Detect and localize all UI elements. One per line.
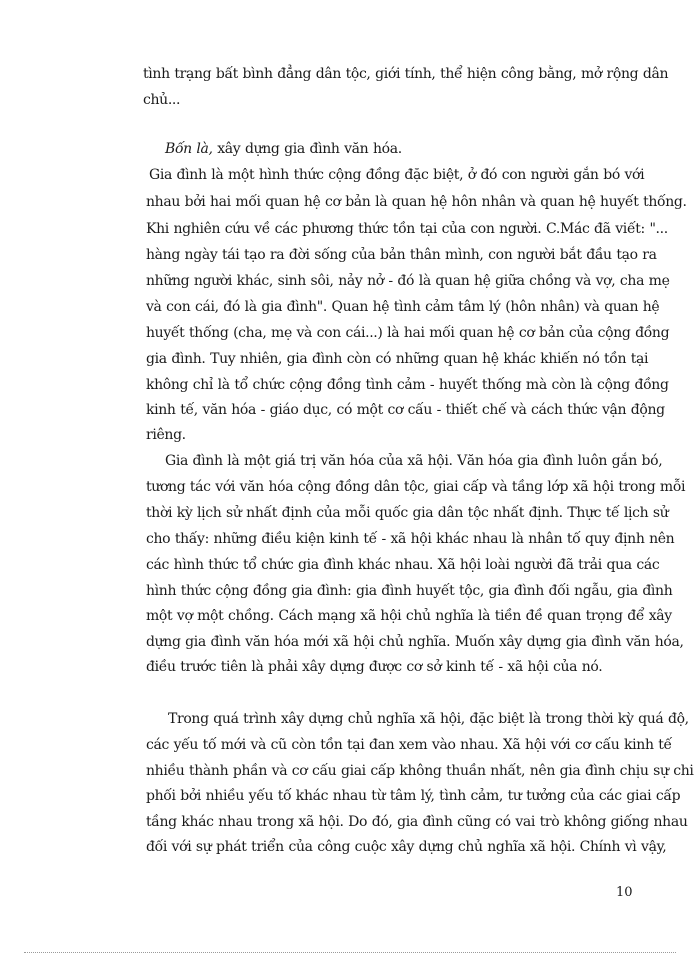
text-line: kinh tế, văn hóa - giáo dục, có một cơ cấu - thiết chế và cách thức vận động <box>146 402 665 418</box>
text-line: tương tác với văn hóa cộng đồng dân tộc, giai cấp và tầng lớp xã hội trong mỗi <box>146 479 686 495</box>
text-line: các yếu tố mới và cũ còn tồn tại đan xem vào nhau. Xã hội với cơ cấu kinh tế <box>146 737 672 753</box>
text-line: những người khác, sinh sôi, nảy nở - đó là quan hệ giữa chồng và vợ, cha mẹ <box>146 273 670 289</box>
text-line: không chỉ là tổ chức cộng đồng tình cảm - huyết thống mà còn là cộng đồng <box>146 377 669 393</box>
text-line: tầng khác nhau trong xã hội. Do đó, gia đình cũng có vai trò không giống nhau <box>146 814 688 830</box>
text-line: riêng. <box>146 427 186 443</box>
heading-ordinal: Bốn là, <box>165 141 213 157</box>
text-line: đối với sự phát triển của công cuộc xây dựng chủ nghĩa xã hội. Chính vì vậy, <box>146 839 667 855</box>
text-line: Gia đình là một hình thức cộng đồng đặc biệt, ở đó con người gắn bó với <box>149 167 645 183</box>
text-line: Gia đình là một giá trị văn hóa của xã hội. Văn hóa gia đình luôn gắn bó, <box>165 453 663 469</box>
text-line: một vợ một chồng. Cách mạng xã hội chủ nghĩa là tiền đề quan trọng để xây <box>146 608 672 624</box>
text-line: phối bởi nhiều yếu tố khác nhau từ tâm lý, tình cảm, tư tưởng của các giai cấp <box>146 788 681 804</box>
text-line: nhau bởi hai mối quan hệ cơ bản là quan hệ hôn nhân và quan hệ huyết thống. <box>146 194 687 210</box>
text-line: và con cái, đó là gia đình". Quan hệ tình cảm tâm lý (hôn nhân) và quan hệ <box>146 299 660 315</box>
text-line: hình thức cộng đồng gia đình: gia đình huyết tộc, gia đình đối ngẫu, gia đình <box>146 583 673 599</box>
text-line: tình trạng bất bình đẳng dân tộc, giới tính, thể hiện công bằng, mở rộng dân <box>143 66 669 82</box>
text-line: nhiều thành phần và cơ cấu giai cấp không thuần nhất, nên gia đình chịu sự chi <box>146 763 694 779</box>
text-line: thời kỳ lịch sử nhất định của mỗi quốc gia dân tộc nhất định. Thực tế lịch sử <box>146 505 669 521</box>
text-line: gia đình. Tuy nhiên, gia đình còn có những quan hệ khác khiến nó tồn tại <box>146 351 649 367</box>
text-line: Khi nghiên cứu về các phương thức tồn tại của con người. C.Mác đã viết: "... <box>146 221 668 237</box>
text-line: Trong quá trình xây dựng chủ nghĩa xã hội, đặc biệt là trong thời kỳ quá độ, <box>168 711 689 727</box>
page-number: 10 <box>616 885 633 900</box>
page-bottom-divider <box>24 952 676 953</box>
section-heading <box>165 140 402 158</box>
text-line: huyết thống (cha, mẹ và con cái...) là hai mối quan hệ cơ bản của cộng đồng <box>146 325 670 341</box>
text-line: cho thấy: những điều kiện kinh tế - xã hội khác nhau là nhân tố quy định nên <box>146 531 675 547</box>
heading-text: xây dựng gia đình văn hóa. <box>212 141 402 157</box>
text-line: chủ... <box>143 92 181 108</box>
text-line: điều trước tiên là phải xây dựng được cơ sở kinh tế - xã hội của nó. <box>146 659 603 675</box>
text-line: các hình thức tổ chức gia đình khác nhau. Xã hội loài người đã trải qua các <box>146 557 660 573</box>
text-line: dựng gia đình văn hóa mới xã hội chủ nghĩa. Muốn xây dựng gia đình văn hóa, <box>146 634 684 650</box>
text-line: hàng ngày tái tạo ra đời sống của bản thân mình, con người bắt đầu tạo ra <box>146 247 657 263</box>
